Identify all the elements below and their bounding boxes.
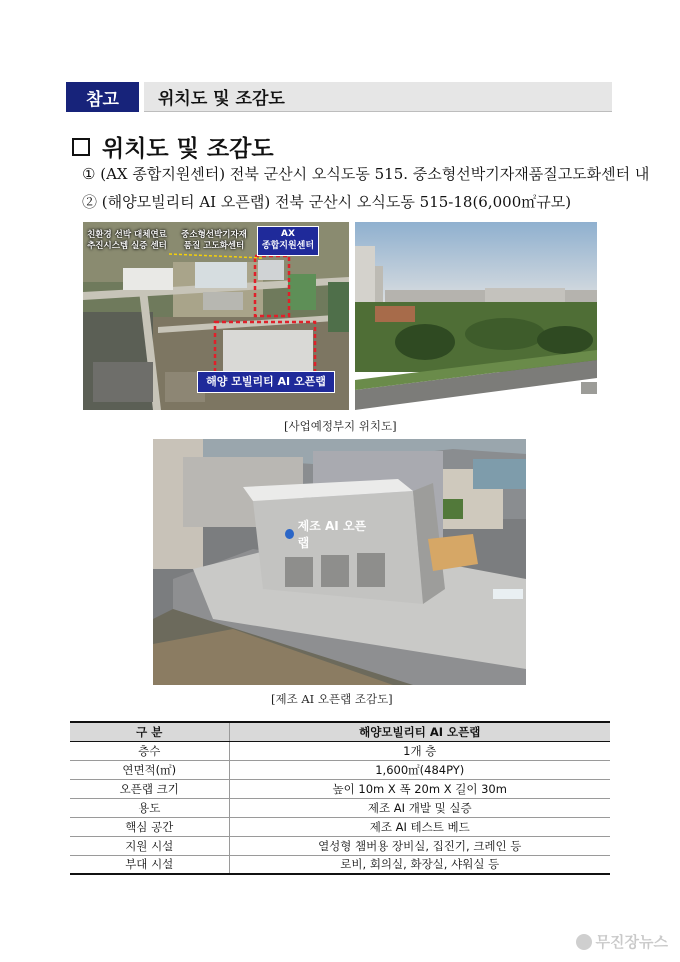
spec-table	[70, 721, 610, 875]
birdseye-render-image	[153, 439, 526, 685]
location-line-2: ② (해양모빌리티 AI 오픈랩) 전북 군산시 오식도동 515-18(6,000㎡규모)	[82, 193, 572, 211]
row-value: 1,600㎡(484PY)	[229, 760, 610, 779]
header-openlab: 해양모빌리티 AI 오픈랩	[229, 722, 610, 741]
header-title: 위치도 및 조감도	[144, 82, 612, 112]
section-title-row	[72, 130, 274, 163]
row-key: 오픈랩 크기	[70, 779, 229, 798]
location-line-1: ① (AX 종합지원센터) 전북 군산시 오식도동 515. 중소형선박기자재품질고도화센터 내	[82, 165, 650, 183]
row-value: 1개 층	[229, 741, 610, 760]
site-photo-graphic	[355, 222, 597, 410]
row-key: 지원 시설	[70, 836, 229, 855]
watermark-logo-icon	[576, 934, 592, 950]
logo-icon	[285, 529, 294, 539]
label-ai-openlab: 해양 모빌리티 AI 오픈랩	[197, 371, 335, 393]
square-bullet-icon	[72, 138, 90, 156]
row-key: 용도	[70, 798, 229, 817]
table-row	[70, 855, 610, 874]
table-row	[70, 798, 610, 817]
row-value: 로비, 회의실, 화장실, 샤워실 등	[229, 855, 610, 874]
header-category: 구 분	[70, 722, 229, 741]
row-key: 핵심 공간	[70, 817, 229, 836]
row-key: 연면적(㎡)	[70, 760, 229, 779]
building-sign	[285, 519, 367, 550]
row-value: 높이 10m X 폭 20m X 길이 30m	[229, 779, 610, 798]
label-eco-fuel-center: 친환경 선박 대체연료 추진시스템 실증 센터	[87, 230, 167, 251]
row-value: 열성형 챔버용 장비실, 집진기, 크레인 등	[229, 836, 610, 855]
watermark	[576, 931, 668, 952]
render-caption: [제조 AI 오픈랩 조감도]	[271, 692, 393, 706]
row-value: 제조 AI 개발 및 실증	[229, 798, 610, 817]
section-title: 위치도 및 조감도	[102, 136, 274, 162]
reference-tag: 참고	[66, 82, 139, 112]
site-photo-image	[355, 222, 597, 410]
row-key: 부대 시설	[70, 855, 229, 874]
label-ax-center: AX 종합지원센터	[257, 226, 319, 256]
location-map-image	[83, 222, 349, 410]
table-header-row	[70, 722, 610, 741]
table-row	[70, 760, 610, 779]
watermark-text: 무진장뉴스	[595, 933, 668, 951]
label-quality-center: 중소형선박기자재 품질 고도화센터	[181, 230, 247, 251]
building-sign-text: 제조 AI 오픈랩	[297, 519, 367, 550]
table-row	[70, 817, 610, 836]
section-header	[66, 82, 612, 112]
render-graphic	[153, 439, 526, 685]
table-row	[70, 741, 610, 760]
map-caption: [사업예정부지 위치도]	[284, 419, 397, 433]
row-key: 층수	[70, 741, 229, 760]
table-row	[70, 836, 610, 855]
table-row	[70, 779, 610, 798]
row-value: 제조 AI 테스트 베드	[229, 817, 610, 836]
